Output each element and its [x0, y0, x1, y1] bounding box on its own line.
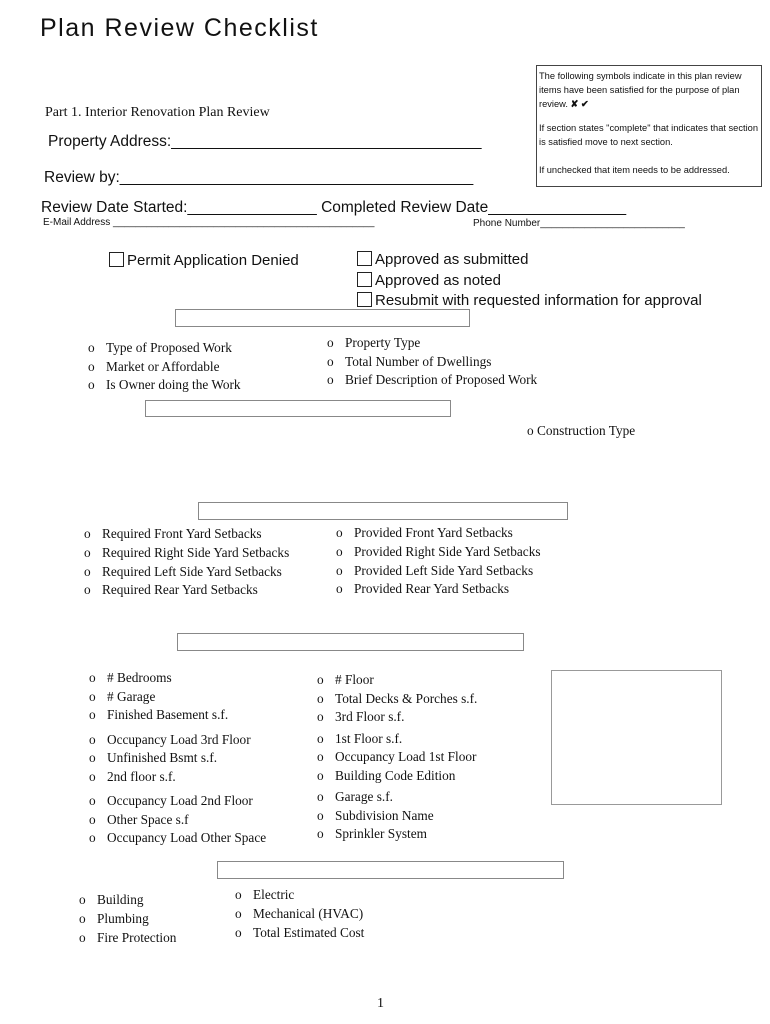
- resubmit-option[interactable]: [357, 292, 702, 309]
- list-item: o Subdivision Name: [317, 807, 434, 823]
- section4-left-list: [89, 669, 266, 848]
- section-header-bar[interactable]: [198, 502, 568, 520]
- list-item: o Property Type: [327, 335, 421, 350]
- list-item: o # Garage: [89, 688, 156, 704]
- list-item: o Unfinished Bsmt s.f.: [89, 750, 218, 765]
- list-item: o Occupancy Load 3rd Floor: [89, 731, 251, 747]
- list-item: o Total Number of Dwellings: [327, 353, 492, 369]
- legend-line-2: If section states "complete" that indicates that section is satisfied move to next section.: [539, 123, 758, 147]
- list-item: o Building: [79, 892, 144, 907]
- phone-field[interactable]: Phone Number__________________________: [473, 218, 685, 229]
- section-header-bar[interactable]: [175, 309, 470, 327]
- list-item: o Total Decks & Porches s.f.: [317, 690, 478, 706]
- list-item: o Finished Basement s.f.: [89, 707, 229, 722]
- approved-noted-label: Approved as noted: [375, 272, 501, 289]
- list-item: o Occupancy Load 1st Floor: [317, 749, 477, 764]
- permit-denied-label: Permit Application Denied: [127, 252, 299, 269]
- section-header-bar[interactable]: [145, 400, 451, 417]
- list-item: o Brief Description of Proposed Work: [327, 372, 538, 387]
- property-address-field[interactable]: Property Address:____________________________________: [48, 133, 482, 150]
- approved-submitted-checkbox[interactable]: [357, 251, 372, 266]
- section1-left-list: [88, 339, 241, 395]
- list-item: o 2nd floor s.f.: [89, 768, 176, 784]
- list-item: o Required Left Side Yard Setbacks: [84, 563, 282, 579]
- image-placeholder-box[interactable]: [551, 670, 722, 805]
- construction-type-item: o Construction Type: [527, 423, 636, 438]
- list-item: o Required Right Side Yard Setbacks: [84, 544, 290, 560]
- section-header-bar[interactable]: [217, 861, 564, 879]
- list-item: o Is Owner doing the Work: [88, 377, 241, 392]
- list-item: o Fire Protection: [79, 929, 177, 945]
- list-item: o Provided Rear Yard Setbacks: [336, 581, 510, 597]
- section5-left-list: [79, 891, 176, 947]
- list-item: o 3rd Floor s.f.: [317, 709, 405, 724]
- section5-right-list: [235, 886, 364, 942]
- permit-denied-option[interactable]: [109, 252, 299, 269]
- section4-right-list: [317, 671, 477, 844]
- list-item: o Building Code Edition: [317, 767, 456, 783]
- page-title: Plan Review Checklist: [40, 14, 319, 42]
- legend-line-3: If unchecked that item needs to be addressed.: [539, 165, 730, 175]
- list-item: o Required Rear Yard Setbacks: [84, 582, 258, 598]
- list-item: o # Floor: [317, 672, 374, 687]
- list-item: o Required Front Yard Setbacks: [84, 526, 262, 541]
- list-item: o Sprinkler System: [317, 826, 427, 841]
- list-item: o Provided Left Side Yard Setbacks: [336, 562, 534, 578]
- approved-submitted-option[interactable]: [357, 251, 528, 268]
- email-field[interactable]: E-Mail Address _______________________________________________: [43, 217, 375, 228]
- resubmit-label: Resubmit with requested information for approval: [375, 292, 702, 309]
- list-item: o Type of Proposed Work: [88, 340, 232, 355]
- legend-line-1: The following symbols indicate in this plan review items have been satisfied for the purpose of plan review.: [539, 71, 742, 109]
- list-item: o Occupancy Load 2nd Floor: [89, 793, 253, 808]
- symbol-legend: [536, 65, 762, 187]
- approved-noted-checkbox[interactable]: [357, 272, 372, 287]
- list-item: o Plumbing: [79, 910, 149, 926]
- resubmit-checkbox[interactable]: [357, 292, 372, 307]
- list-item: o Other Space s.f: [89, 811, 189, 827]
- section3-left-list: [84, 525, 289, 600]
- page-number: 1: [377, 996, 384, 1011]
- list-item: o Occupancy Load Other Space: [89, 830, 267, 845]
- list-item: o Total Estimated Cost: [235, 924, 365, 940]
- list-item: o Electric: [235, 887, 295, 902]
- part-heading: Part 1. Interior Renovation Plan Review: [45, 105, 270, 120]
- list-item: o Garage s.f.: [317, 789, 393, 804]
- list-item: o Provided Right Side Yard Setbacks: [336, 543, 541, 559]
- permit-denied-checkbox[interactable]: [109, 252, 124, 267]
- approved-noted-option[interactable]: [357, 272, 501, 289]
- section3-right-list: [336, 524, 541, 599]
- section1-right-list: [327, 334, 537, 390]
- review-by-field[interactable]: Review by:_________________________________________: [44, 169, 474, 186]
- list-item: o # Bedrooms: [89, 670, 172, 685]
- legend-symbols: ✘ ✔: [570, 99, 589, 109]
- list-item: o Market or Affordable: [88, 358, 220, 374]
- list-item: o 1st Floor s.f.: [317, 730, 403, 746]
- list-item: o Mechanical (HVAC): [235, 905, 364, 921]
- list-item: o Provided Front Yard Setbacks: [336, 525, 513, 540]
- section-header-bar[interactable]: [177, 633, 524, 651]
- review-dates-field[interactable]: Review Date Started:_______________ Completed Review Date________________: [41, 199, 627, 216]
- approved-submitted-label: Approved as submitted: [375, 251, 529, 268]
